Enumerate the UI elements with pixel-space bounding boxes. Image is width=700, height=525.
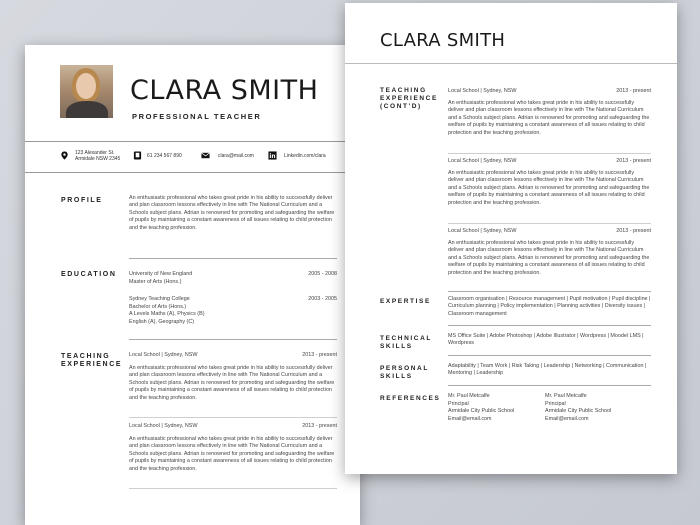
job-date: 2013 - present — [616, 158, 651, 164]
reference-email: Email@email.com — [448, 415, 492, 422]
resume-page-back — [345, 3, 677, 474]
divider — [448, 355, 651, 356]
expertise-heading: EXPERTISE — [380, 298, 431, 305]
experience-cont-heading: TEACHING EXPERIENCE (CONT'D) — [380, 87, 438, 110]
address-line-2: Armidale NSW 2345 — [75, 156, 121, 162]
job-description: An enthusiastic professional who takes great pride in his ability to successfully deliver and plan classroom lessons effectively in line with The National Curriculum and a Schools subject plans. Adrian is renowned for promoting and safeguarding the welfare of pupils by maintaining a constant awareness of all issues relating to child protection and the teaching profession. — [129, 436, 335, 472]
technical-skills-heading: TECHNICAL SKILLS — [380, 335, 432, 350]
divider — [448, 291, 651, 292]
divider — [129, 339, 337, 340]
education-heading: EDUCATION — [61, 271, 117, 278]
svg-text:in: in — [269, 154, 276, 160]
education-school: University of New England — [129, 271, 193, 277]
education-degree: Master of Arts (Hons.) — [129, 278, 182, 285]
education-entry — [129, 271, 192, 286]
reference-entry — [448, 393, 514, 423]
reference-name: Mr. Paul Metcalfe — [545, 393, 587, 399]
reference-role: Principal — [448, 400, 469, 407]
location-pin-icon — [60, 151, 69, 160]
job-description: An enthusiastic professional who takes great pride in his ability to successfully deliver and plan classroom lessons effectively in line with The National Curriculum and a Schools subject plans. Adrian is renowned for promoting and safeguarding the welfare of pupils by maintaining a constant awareness of all issues relating to child protection and the teaching profession. — [448, 170, 650, 206]
education-detail: English (A), Geography (C) — [129, 318, 195, 325]
reference-entry — [545, 393, 611, 423]
education-degree: Bachelor of Arts (Hons.) — [129, 303, 187, 310]
education-date: 2005 - 2008 — [308, 271, 337, 277]
job-description: An enthusiastic professional who takes great pride in his ability to successfully deliver and plan classroom lessons effectively in line with The National Curriculum and a Schools subject plans. Adrian is renowned for promoting and safeguarding the welfare of pupils by maintaining a constant awareness of all issues relating to child protection and the teaching profession. — [448, 100, 650, 136]
job-place: Local School | Sydney, NSW — [448, 158, 517, 164]
reference-org: Armidale City Public School — [545, 408, 612, 415]
profile-heading: PROFILE — [61, 197, 103, 204]
resume-name: CLARA SMITH — [130, 75, 319, 106]
divider — [345, 63, 677, 64]
email-icon — [201, 151, 210, 160]
reference-email: Email@email.com — [545, 415, 589, 422]
address-line-1: 123 Alexander St. — [75, 150, 115, 156]
linkedin-url: Linkedin.com/clara — [284, 153, 326, 159]
job-place: Local School | Sydney, NSW — [129, 423, 198, 429]
resume-title: PROFESSIONAL TEACHER — [132, 112, 262, 121]
job-date: 2013 - present — [616, 88, 651, 94]
reference-role: Principal — [545, 400, 566, 407]
job-date: 2013 - present — [302, 423, 337, 429]
job-place: Local School | Sydney, NSW — [129, 352, 198, 358]
job-date: 2013 - present — [616, 228, 651, 234]
expertise-text: Classroom organisation | Resource management | Pupil motivation | Pupil discipline | Curriculum planning | Policy implementation | Planning activities | Diversity issues | Classroom management — [448, 296, 651, 317]
divider — [129, 488, 337, 489]
contact-bar — [25, 141, 360, 173]
education-date: 2003 - 2005 — [308, 296, 337, 302]
experience-heading: TEACHING EXPERIENCE — [61, 353, 123, 368]
divider — [448, 153, 651, 154]
personal-skills-heading: PERSONAL SKILLS — [380, 365, 429, 380]
reference-org: Armidale City Public School — [448, 408, 515, 415]
phone-number: 61 234 567 890 — [147, 153, 182, 159]
job-place: Local School | Sydney, NSW — [448, 228, 517, 234]
job-date: 2013 - present — [302, 352, 337, 358]
references-heading: REFERENCES — [380, 395, 441, 402]
phone-icon — [133, 151, 142, 160]
education-detail: A Levels Maths (A), Physics (B) — [129, 311, 205, 318]
divider — [129, 258, 337, 259]
job-place: Local School | Sydney, NSW — [448, 88, 517, 94]
reference-name: Mr. Paul Metcalfe — [448, 393, 490, 399]
personal-skills-text: Adaptability | Team Work | Risk Taking | Leadership | Networking | Communication | Mentoring | Leadership — [448, 363, 647, 377]
job-description: An enthusiastic professional who takes great pride in his ability to successfully deliver and plan classroom lessons effectively in line with The National Curriculum and a Schools subject plans. Adrian is renowned for promoting and safeguarding the welfare of pupils by maintaining a constant awareness of all issues relating to child protection and the teaching profession. — [448, 240, 650, 276]
divider — [129, 417, 337, 418]
divider — [448, 385, 651, 386]
divider — [448, 223, 651, 224]
resume-page-front — [25, 45, 360, 525]
education-entry — [129, 296, 205, 326]
profile-text: An enthusiastic professional who takes great pride in his ability to successfully deliver and plan classroom lessons effectively in line with The National Curriculum and a Schools subject plans. Adrian is renowned for promoting and safeguarding the welfare of pupils by maintaining a constant awareness of all issues relating to child protection and the teaching profession. — [129, 195, 335, 231]
linkedin-icon — [268, 151, 277, 160]
technical-skills-text: MS Office Suite | Adobe Photoshop | Adobe Illustrator | Wordpress | Moodel LMS | Wordpress — [448, 333, 644, 347]
divider — [448, 325, 651, 326]
profile-photo — [60, 65, 113, 118]
resume-name: CLARA SMITH — [380, 30, 506, 51]
job-description: An enthusiastic professional who takes great pride in his ability to successfully deliver and plan classroom lessons effectively in line with The National Curriculum and a Schools subject plans. Adrian is renowned for promoting and safeguarding the welfare of pupils by maintaining a constant awareness of all issues relating to child protection and the teaching profession. — [129, 365, 335, 401]
email-address: clara@mail.com — [218, 153, 254, 159]
education-school: Sydney Teaching College — [129, 296, 190, 302]
